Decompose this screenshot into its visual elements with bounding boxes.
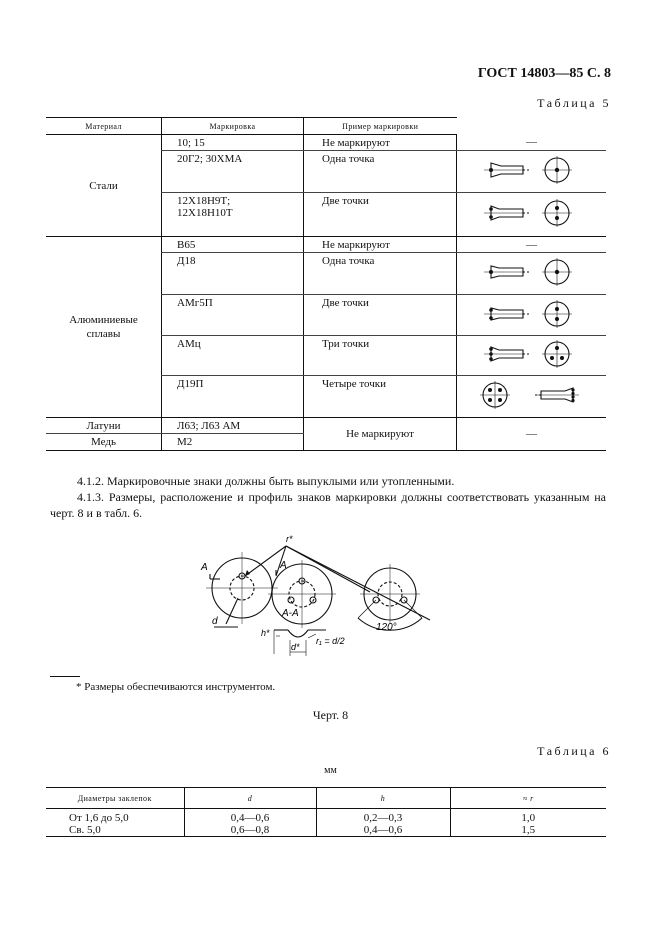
two-dots-rivet-icon — [477, 197, 587, 229]
table6-header — [46, 788, 606, 809]
paragraph-4-1-3: 4.1.3. Размеры, расположение и профиль знаков маркировки должны соответствовать указанным на черт. 8 и в табл. 6. — [50, 490, 606, 520]
three-dots-rivet-icon — [477, 338, 587, 370]
label-section-aa: A-A — [282, 608, 299, 619]
material-cell: 20Г2; 30ХМА — [162, 151, 304, 193]
footnote-divider — [50, 676, 80, 677]
group-steels: Стали — [46, 135, 162, 237]
table5 — [46, 117, 606, 451]
table-row — [46, 135, 606, 151]
col-marking: Маркировка — [162, 118, 304, 135]
label-angle: 120° — [376, 622, 397, 633]
col-d: d — [184, 788, 316, 809]
material-cell: Д18 — [162, 253, 304, 295]
label-d: d — [212, 616, 218, 627]
col-r: ≈ r — [450, 788, 606, 809]
figure-caption: Черт. 8 — [312, 708, 349, 722]
group-aluminium: Алюминиевые сплавы — [46, 237, 162, 418]
marking-cell: Не маркируют — [304, 237, 457, 253]
marking-cell: Одна точка — [304, 151, 457, 193]
four-dots-rivet-icon — [477, 379, 587, 411]
col-diameter: Диаметры заклепок — [46, 788, 184, 809]
table-row — [46, 418, 606, 434]
example-two-dots — [457, 295, 607, 336]
marking-cell: Две точки — [304, 193, 457, 237]
material-cell: АМг5П — [162, 295, 304, 336]
group-brass: Латуни — [46, 418, 162, 434]
marking-cell: Одна точка — [304, 253, 457, 295]
col-example: Пример маркировки — [304, 118, 457, 135]
material-cell: М2 — [162, 434, 304, 451]
table5-label: Таблица 5 — [537, 96, 611, 110]
example-one-dot — [457, 253, 607, 295]
one-dot-rivet-icon — [477, 256, 587, 288]
label-d-star: d* — [291, 642, 300, 652]
material-cell: В65 — [162, 237, 304, 253]
material-cell: 12Х18Н9Т; 12Х18Н10Т — [162, 193, 304, 237]
material-cell: 10; 15 — [162, 135, 304, 151]
material-cell: Л63; Л63 АМ — [162, 418, 304, 434]
label-h-star: h* — [261, 628, 270, 638]
table-row — [46, 237, 606, 253]
marking-cell: Не маркируют — [304, 418, 457, 451]
material-cell: Д19П — [162, 376, 304, 418]
diameter-cell: От 1,6 до 5,0 Св. 5,0 — [46, 809, 184, 837]
marking-drawing — [190, 532, 450, 667]
label-section-a-right: A — [280, 560, 287, 571]
example-four-dots — [457, 376, 607, 418]
example-none: — — [457, 237, 607, 253]
table6-unit: мм — [324, 765, 337, 776]
example-three-dots — [457, 336, 607, 376]
table5-header — [46, 118, 606, 135]
page-header: ГОСТ 14803—85 С. 8 — [477, 66, 611, 81]
d-cell: 0,4—0,6 0,6—0,8 — [184, 809, 316, 837]
one-dot-rivet-icon — [477, 154, 587, 186]
table6 — [46, 787, 606, 837]
label-r1: r₁ = d/2 — [316, 636, 345, 646]
label-section-a-left: A — [201, 562, 208, 573]
example-none: — — [457, 135, 607, 151]
group-copper: Медь — [46, 434, 162, 451]
marking-cell: Две точки — [304, 295, 457, 336]
example-two-dots — [457, 193, 607, 237]
table-row — [46, 809, 606, 837]
table6-label: Таблица 6 — [537, 744, 611, 758]
example-one-dot — [457, 151, 607, 193]
two-dots-rivet-icon — [477, 298, 587, 330]
marking-cell: Четыре точки — [304, 376, 457, 418]
label-r-star: r* — [286, 534, 293, 544]
marking-cell: Три точки — [304, 336, 457, 376]
example-none: — — [457, 418, 607, 451]
col-h: h — [316, 788, 450, 809]
footnote: * Размеры обеспечиваются инструментом. — [76, 681, 276, 693]
paragraph-4-1-2: 4.1.2. Маркировочные знаки должны быть выпуклыми или утопленными. — [77, 474, 455, 488]
r-cell: 1,0 1,5 — [450, 809, 606, 837]
col-material: Материал — [46, 118, 162, 135]
material-cell: АМц — [162, 336, 304, 376]
marking-cell: Не маркируют — [304, 135, 457, 151]
h-cell: 0,2—0,3 0,4—0,6 — [316, 809, 450, 837]
